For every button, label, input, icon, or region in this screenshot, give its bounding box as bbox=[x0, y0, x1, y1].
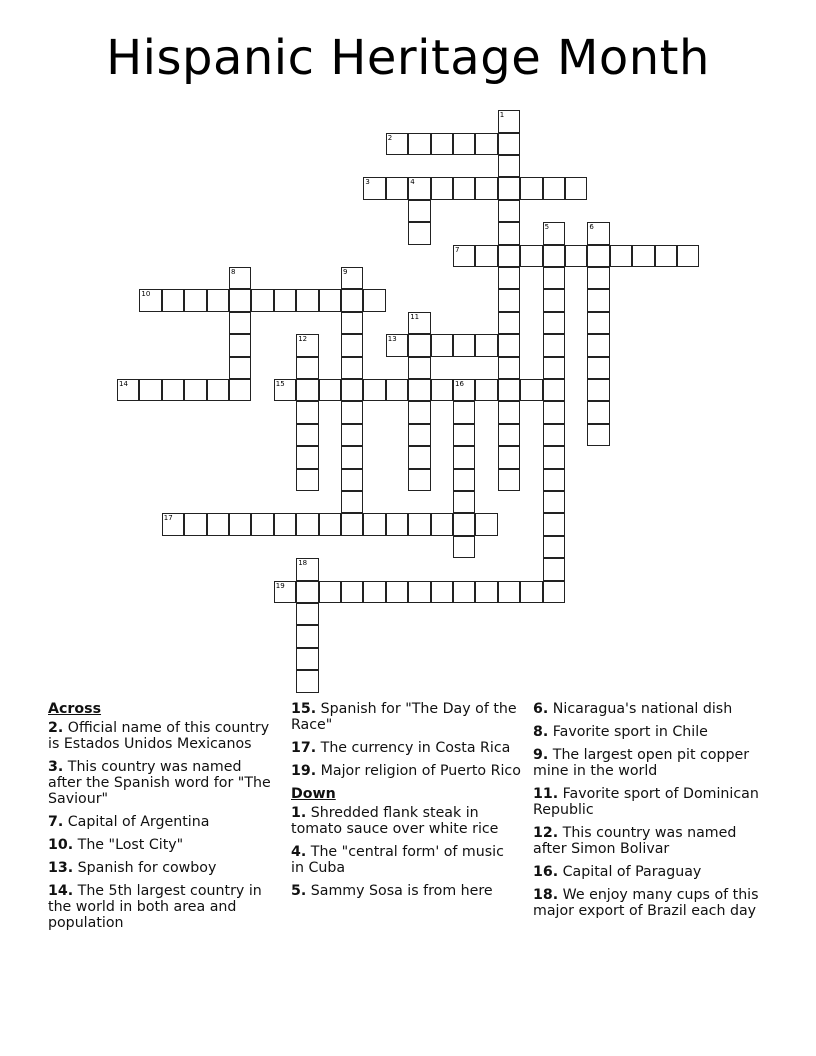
clue-number: 19 bbox=[275, 581, 285, 590]
grid-cell[interactable] bbox=[229, 312, 251, 334]
clue-number-label: 14. bbox=[48, 883, 74, 899]
grid-cell[interactable] bbox=[117, 379, 139, 401]
grid-cell[interactable] bbox=[587, 222, 609, 244]
clue-number-label: 11. bbox=[533, 786, 559, 802]
grid-cell[interactable] bbox=[251, 513, 273, 535]
grid-cell[interactable] bbox=[543, 245, 565, 267]
grid-cell[interactable] bbox=[408, 424, 430, 446]
clue-number-label: 4. bbox=[291, 844, 307, 860]
grid-cell[interactable] bbox=[408, 513, 430, 535]
grid-cell[interactable] bbox=[587, 379, 609, 401]
clue-number: 14 bbox=[119, 380, 128, 388]
grid-cell[interactable] bbox=[296, 513, 318, 535]
grid-cell[interactable] bbox=[341, 267, 363, 289]
grid-cell[interactable] bbox=[498, 446, 520, 468]
grid-cell[interactable] bbox=[498, 155, 520, 177]
clues-column-1 bbox=[48, 701, 278, 938]
grid-cell[interactable] bbox=[543, 513, 565, 535]
grid-cell[interactable] bbox=[587, 267, 609, 289]
grid-cell[interactable] bbox=[408, 379, 430, 401]
clue-text: The "Lost City" bbox=[73, 837, 184, 853]
grid-cell[interactable] bbox=[408, 357, 430, 379]
grid-cell[interactable] bbox=[453, 245, 475, 267]
grid-cell[interactable] bbox=[162, 513, 184, 535]
grid-cell[interactable] bbox=[453, 401, 475, 423]
clue-number-label: 13. bbox=[48, 860, 74, 876]
clue-number-label: 18. bbox=[533, 887, 559, 903]
down-clue-5 bbox=[291, 883, 521, 899]
clue-number: 18 bbox=[298, 559, 308, 568]
grid-cell[interactable] bbox=[341, 312, 363, 334]
grid-cell[interactable] bbox=[498, 222, 520, 244]
grid-cell[interactable] bbox=[296, 603, 318, 625]
grid-cell[interactable] bbox=[408, 446, 430, 468]
grid-cell[interactable] bbox=[251, 289, 273, 311]
grid-cell[interactable] bbox=[475, 379, 497, 401]
grid-cell[interactable] bbox=[363, 379, 385, 401]
clues-column-3 bbox=[533, 701, 763, 926]
clue-number-label: 19. bbox=[291, 763, 317, 779]
grid-cell[interactable] bbox=[319, 289, 341, 311]
grid-cell[interactable] bbox=[453, 379, 475, 401]
grid-cell[interactable] bbox=[587, 401, 609, 423]
grid-cell[interactable] bbox=[184, 379, 206, 401]
clue-number: 4 bbox=[410, 178, 415, 187]
grid-cell[interactable] bbox=[207, 379, 229, 401]
grid-cell[interactable] bbox=[498, 177, 520, 199]
grid-cell[interactable] bbox=[319, 513, 341, 535]
grid-cell[interactable] bbox=[363, 581, 385, 603]
clue-number: 5 bbox=[544, 223, 550, 232]
grid-cell[interactable] bbox=[453, 133, 475, 155]
grid-cell[interactable] bbox=[475, 245, 497, 267]
clue-text: This country was named after the Spanish word for "The Saviour" bbox=[48, 759, 271, 807]
grid-cell[interactable] bbox=[431, 334, 453, 356]
grid-cell[interactable] bbox=[498, 289, 520, 311]
grid-cell[interactable] bbox=[498, 334, 520, 356]
clue-text: Spanish for cowboy bbox=[73, 860, 217, 876]
grid-cell[interactable] bbox=[498, 469, 520, 491]
grid-cell[interactable] bbox=[587, 357, 609, 379]
grid-cell[interactable] bbox=[386, 581, 408, 603]
grid-cell[interactable] bbox=[453, 581, 475, 603]
clue-text: Official name of this country is Estados Unidos Mexicanos bbox=[48, 720, 270, 752]
down-clue-8 bbox=[533, 724, 763, 740]
grid-cell[interactable] bbox=[274, 289, 296, 311]
grid-cell[interactable] bbox=[543, 581, 565, 603]
across-clue-13 bbox=[48, 860, 278, 876]
clue-number: 2 bbox=[387, 133, 393, 142]
across-clue-19 bbox=[291, 763, 521, 779]
grid-cell[interactable] bbox=[139, 379, 161, 401]
clues-column-2 bbox=[291, 701, 521, 906]
grid-cell[interactable] bbox=[587, 334, 609, 356]
grid-cell[interactable] bbox=[520, 177, 542, 199]
grid-cell[interactable] bbox=[475, 581, 497, 603]
clue-number: 12 bbox=[298, 335, 308, 344]
grid-cell[interactable] bbox=[543, 267, 565, 289]
down-clue-18 bbox=[533, 887, 763, 919]
grid-cell[interactable] bbox=[274, 581, 296, 603]
grid-cell[interactable] bbox=[431, 177, 453, 199]
grid-cell[interactable] bbox=[296, 334, 318, 356]
grid-cell[interactable] bbox=[139, 289, 161, 311]
clue-number-label: 15. bbox=[291, 701, 317, 717]
grid-cell[interactable] bbox=[453, 536, 475, 558]
grid-cell[interactable] bbox=[453, 424, 475, 446]
across-clue-2 bbox=[48, 720, 278, 752]
grid-cell[interactable] bbox=[431, 581, 453, 603]
grid-cell[interactable] bbox=[543, 446, 565, 468]
clue-number-label: 7. bbox=[48, 814, 64, 830]
grid-cell[interactable] bbox=[341, 401, 363, 423]
grid-cell[interactable] bbox=[498, 133, 520, 155]
clue-number: 7 bbox=[455, 245, 460, 254]
grid-cell[interactable] bbox=[296, 581, 318, 603]
clue-number-label: 10. bbox=[48, 837, 74, 853]
clue-number: 8 bbox=[231, 268, 236, 276]
grid-cell[interactable] bbox=[565, 177, 587, 199]
across-heading: Across bbox=[48, 701, 102, 717]
grid-cell[interactable] bbox=[475, 334, 497, 356]
grid-cell[interactable] bbox=[543, 312, 565, 334]
clue-number-label: 6. bbox=[533, 701, 549, 717]
clue-text: The "central form' of music in Cuba bbox=[291, 844, 504, 876]
grid-cell[interactable] bbox=[543, 401, 565, 423]
grid-cell[interactable] bbox=[229, 267, 251, 289]
grid-cell[interactable] bbox=[408, 581, 430, 603]
grid-cell[interactable] bbox=[341, 379, 363, 401]
grid-cell[interactable] bbox=[184, 289, 206, 311]
grid-cell[interactable] bbox=[207, 513, 229, 535]
grid-cell[interactable] bbox=[296, 289, 318, 311]
grid-cell[interactable] bbox=[408, 334, 430, 356]
page-title: Hispanic Heritage Month bbox=[106, 30, 710, 86]
grid-cell[interactable] bbox=[498, 200, 520, 222]
grid-cell[interactable] bbox=[587, 312, 609, 334]
grid-cell[interactable] bbox=[543, 334, 565, 356]
grid-cell[interactable] bbox=[296, 625, 318, 647]
grid-cell[interactable] bbox=[453, 491, 475, 513]
grid-cell[interactable] bbox=[162, 289, 184, 311]
grid-cell[interactable] bbox=[498, 110, 520, 132]
grid-cell[interactable] bbox=[543, 424, 565, 446]
clue-number: 13 bbox=[387, 335, 397, 344]
grid-cell[interactable] bbox=[296, 670, 318, 692]
clue-number: 11 bbox=[410, 312, 420, 321]
clue-number-label: 1. bbox=[291, 805, 307, 821]
grid-cell[interactable] bbox=[363, 289, 385, 311]
grid-cell[interactable] bbox=[453, 177, 475, 199]
grid-cell[interactable] bbox=[475, 513, 497, 535]
across-clue-17 bbox=[291, 740, 521, 756]
clue-text: Sammy Sosa is from here bbox=[306, 883, 493, 899]
grid-cell[interactable] bbox=[229, 379, 251, 401]
clue-number: 6 bbox=[589, 223, 594, 232]
grid-cell[interactable] bbox=[408, 177, 430, 199]
grid-cell[interactable] bbox=[587, 289, 609, 311]
grid-cell[interactable] bbox=[341, 469, 363, 491]
grid-cell[interactable] bbox=[296, 424, 318, 446]
grid-cell[interactable] bbox=[498, 267, 520, 289]
grid-cell[interactable] bbox=[341, 491, 363, 513]
down-clue-16 bbox=[533, 864, 763, 880]
grid-cell[interactable] bbox=[610, 245, 632, 267]
grid-cell[interactable] bbox=[229, 513, 251, 535]
grid-cell[interactable] bbox=[453, 334, 475, 356]
clue-number: 9 bbox=[343, 268, 348, 276]
grid-cell[interactable] bbox=[453, 513, 475, 535]
clue-number: 3 bbox=[365, 178, 370, 187]
grid-cell[interactable] bbox=[296, 648, 318, 670]
grid-cell[interactable] bbox=[386, 177, 408, 199]
grid-cell[interactable] bbox=[498, 357, 520, 379]
grid-cell[interactable] bbox=[453, 469, 475, 491]
down-clue-11 bbox=[533, 786, 763, 818]
grid-cell[interactable] bbox=[475, 133, 497, 155]
grid-cell[interactable] bbox=[229, 357, 251, 379]
clue-number: 10 bbox=[141, 290, 151, 299]
across-clue-14 bbox=[48, 883, 278, 931]
down-clue-6 bbox=[533, 701, 763, 717]
grid-cell[interactable] bbox=[543, 222, 565, 244]
grid-cell[interactable] bbox=[498, 245, 520, 267]
clue-text: Spanish for "The Day of the Race" bbox=[291, 701, 517, 733]
clue-number: 16 bbox=[455, 380, 464, 388]
grid-cell[interactable] bbox=[565, 245, 587, 267]
grid-cell[interactable] bbox=[431, 133, 453, 155]
clue-number-label: 3. bbox=[48, 759, 64, 775]
grid-cell[interactable] bbox=[296, 469, 318, 491]
clue-text: Nicaragua's national dish bbox=[548, 701, 733, 717]
down-heading: Down bbox=[291, 786, 336, 802]
clue-number-label: 2. bbox=[48, 720, 64, 736]
grid-cell[interactable] bbox=[543, 491, 565, 513]
clue-number-label: 5. bbox=[291, 883, 307, 899]
grid-cell[interactable] bbox=[341, 289, 363, 311]
across-clue-7 bbox=[48, 814, 278, 830]
grid-cell[interactable] bbox=[498, 424, 520, 446]
across-clue-15 bbox=[291, 701, 521, 733]
clue-text: Major religion of Puerto Rico bbox=[316, 763, 521, 779]
grid-cell[interactable] bbox=[498, 379, 520, 401]
grid-cell[interactable] bbox=[408, 401, 430, 423]
grid-cell[interactable] bbox=[408, 312, 430, 334]
grid-cell[interactable] bbox=[341, 446, 363, 468]
clue-number-label: 12. bbox=[533, 825, 559, 841]
grid-cell[interactable] bbox=[319, 379, 341, 401]
clue-text: The currency in Costa Rica bbox=[316, 740, 511, 756]
down-clue-9 bbox=[533, 747, 763, 779]
grid-cell[interactable] bbox=[453, 446, 475, 468]
grid-cell[interactable] bbox=[274, 379, 296, 401]
grid-cell[interactable] bbox=[543, 177, 565, 199]
grid-cell[interactable] bbox=[341, 357, 363, 379]
grid-cell[interactable] bbox=[184, 513, 206, 535]
grid-cell[interactable] bbox=[296, 379, 318, 401]
across-clue-10 bbox=[48, 837, 278, 853]
grid-cell[interactable] bbox=[341, 334, 363, 356]
grid-cell[interactable] bbox=[363, 177, 385, 199]
grid-cell[interactable] bbox=[363, 513, 385, 535]
clue-number: 15 bbox=[275, 380, 285, 388]
grid-cell[interactable] bbox=[319, 581, 341, 603]
grid-cell[interactable] bbox=[543, 558, 565, 580]
grid-cell[interactable] bbox=[543, 469, 565, 491]
grid-cell[interactable] bbox=[498, 581, 520, 603]
clue-text: Capital of Paraguay bbox=[558, 864, 702, 880]
grid-cell[interactable] bbox=[587, 245, 609, 267]
grid-cell[interactable] bbox=[341, 424, 363, 446]
clue-text: The largest open pit copper mine in the world bbox=[533, 747, 750, 779]
grid-cell[interactable] bbox=[543, 357, 565, 379]
grid-cell[interactable] bbox=[587, 424, 609, 446]
clue-number-label: 17. bbox=[291, 740, 317, 756]
clue-number-label: 16. bbox=[533, 864, 559, 880]
grid-cell[interactable] bbox=[431, 379, 453, 401]
grid-cell[interactable] bbox=[296, 446, 318, 468]
grid-cell[interactable] bbox=[543, 379, 565, 401]
grid-cell[interactable] bbox=[408, 222, 430, 244]
grid-cell[interactable] bbox=[341, 513, 363, 535]
grid-cell[interactable] bbox=[520, 379, 542, 401]
down-clue-4 bbox=[291, 844, 521, 876]
grid-cell[interactable] bbox=[274, 513, 296, 535]
grid-cell[interactable] bbox=[632, 245, 654, 267]
grid-cell[interactable] bbox=[655, 245, 677, 267]
clue-text: Favorite sport in Chile bbox=[548, 724, 708, 740]
down-clue-12 bbox=[533, 825, 763, 857]
grid-cell[interactable] bbox=[431, 513, 453, 535]
grid-cell[interactable] bbox=[386, 513, 408, 535]
down-clue-1 bbox=[291, 805, 521, 837]
clue-number: 17 bbox=[163, 514, 173, 523]
clue-text: This country was named after Simon Bolivar bbox=[533, 825, 737, 857]
grid-cell[interactable] bbox=[475, 177, 497, 199]
grid-cell[interactable] bbox=[408, 133, 430, 155]
grid-cell[interactable] bbox=[296, 357, 318, 379]
grid-cell[interactable] bbox=[520, 581, 542, 603]
grid-cell[interactable] bbox=[229, 289, 251, 311]
grid-cell[interactable] bbox=[207, 289, 229, 311]
clue-text: Shredded flank steak in tomato sauce over white rice bbox=[291, 805, 499, 837]
grid-cell[interactable] bbox=[520, 245, 542, 267]
clue-number-label: 8. bbox=[533, 724, 549, 740]
grid-cell[interactable] bbox=[543, 289, 565, 311]
grid-cell[interactable] bbox=[296, 558, 318, 580]
grid-cell[interactable] bbox=[386, 379, 408, 401]
across-clue-3 bbox=[48, 759, 278, 807]
clue-text: Capital of Argentina bbox=[63, 814, 210, 830]
clue-text: Favorite sport of Dominican Republic bbox=[533, 786, 759, 818]
grid-cell[interactable] bbox=[341, 581, 363, 603]
clue-text: We enjoy many cups of this major export of Brazil each day bbox=[533, 887, 759, 919]
grid-cell[interactable] bbox=[386, 133, 408, 155]
grid-cell[interactable] bbox=[386, 334, 408, 356]
clue-number-label: 9. bbox=[533, 747, 549, 763]
grid-cell[interactable] bbox=[229, 334, 251, 356]
clue-text: The 5th largest country in the world in both area and population bbox=[48, 883, 262, 931]
grid-cell[interactable] bbox=[498, 312, 520, 334]
grid-cell[interactable] bbox=[677, 245, 699, 267]
grid-cell[interactable] bbox=[498, 401, 520, 423]
clue-number: 1 bbox=[499, 111, 505, 120]
grid-cell[interactable] bbox=[408, 469, 430, 491]
grid-cell[interactable] bbox=[162, 379, 184, 401]
grid-cell[interactable] bbox=[296, 401, 318, 423]
grid-cell[interactable] bbox=[543, 536, 565, 558]
grid-cell[interactable] bbox=[408, 200, 430, 222]
